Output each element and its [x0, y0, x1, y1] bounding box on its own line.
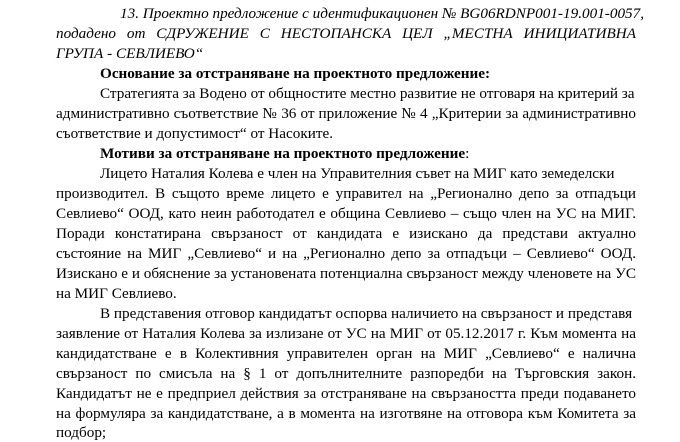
motives-heading-colon: :: [465, 145, 470, 162]
motives-paragraph-2-line-4: свързаност по смисъла на § 1 от допълнителните разпоредби на Търговския закон.: [56, 365, 636, 382]
grounds-text-line-3: съответствие и допустимост“ от Насоките.: [56, 125, 334, 142]
grounds-text-line-1: Стратегията за Водено от общностите местно развитие не отговаря на критерий за: [100, 85, 635, 102]
grounds-text-line-2: административно съответствие № 36 от приложение № 4 „Критерии за административно: [56, 105, 636, 122]
motives-heading-row: [100, 144, 469, 163]
motives-paragraph-2-line-7: подбор;: [56, 424, 107, 441]
proposal-heading-line-3: ГРУПА - СЕВЛИЕВО“: [56, 45, 204, 62]
motives-paragraph-1-line-3: Севлиево“ ООД, като неин работодател е община Севлиево – също член на УС на МИГ.: [56, 205, 636, 222]
grounds-heading: Основание за отстраняване на проектното предложение:: [100, 65, 491, 82]
motives-paragraph-1-line-7: на МИГ Севлиево.: [56, 285, 177, 302]
proposal-heading-line-1: 13. Проектно предложение с идентификационен № BG06RDNP001-19.001-0057,: [120, 5, 645, 22]
motives-paragraph-1-line-6: Изискано е и обяснение за установената потенциална свързаност между членовете на УС: [56, 265, 636, 282]
motives-paragraph-2-line-6: на формуляра за кандидатстване, а в момента на изготвяне на отговора към Комитета за: [56, 405, 636, 422]
proposal-heading-line-2: подадено от СДРУЖЕНИЕ С НЕСТОПАНСКА ЦЕЛ „МЕСТНА ИНИЦИАТИВНА: [56, 25, 636, 42]
motives-paragraph-2-line-1: В представения отговор кандидатът оспорва наличието на свързаност и представя: [100, 305, 633, 322]
motives-paragraph-2-line-2: заявление от Наталия Колева за излизане от УС на МИГ от 05.12.2017 г. Към момента на: [56, 325, 636, 342]
motives-paragraph-1-line-4: Поради констатирана свързаност от кандидата е изискано да представи актуално: [56, 225, 636, 242]
motives-heading: Мотиви за отстраняване на проектното предложение: [100, 145, 466, 162]
motives-paragraph-1-line-2: производител. В същото време лицето е управител на „Регионално депо за отпадъци: [56, 185, 636, 202]
motives-paragraph-1-line-1: Лицето Наталия Колева е член на Управителния съвет на МИГ като земеделски: [100, 165, 615, 182]
motives-paragraph-2-line-3: кандидатстване е в Колективния управителен орган на МИГ „Севлиево“ е налична: [56, 345, 636, 362]
motives-paragraph-2-line-5: Кандидатът не е предприел действия за отстраняване на свързаността преди подаването: [56, 385, 636, 402]
motives-paragraph-1-line-5: състояние на МИГ „Севлиево“ и на „Регионално депо за отпадъци – Севлиево“ ООД.: [56, 245, 636, 262]
